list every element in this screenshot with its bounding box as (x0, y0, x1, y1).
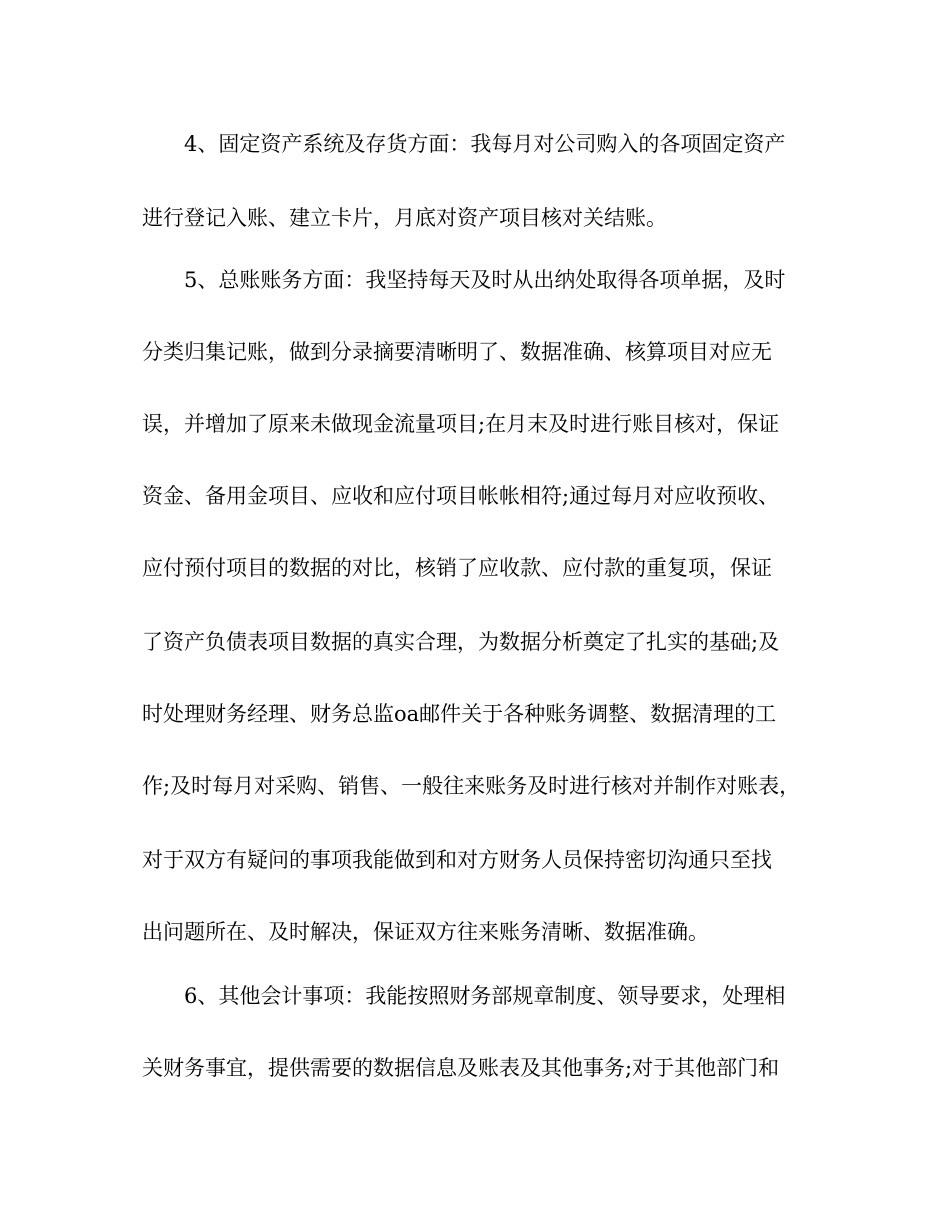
paragraph-5-line-2: 分类归集记账，做到分录摘要清晰明了、数据准确、核算项目对应无 (142, 340, 772, 364)
paragraph-5-line-10: 出问题所在、及时解决，保证双方往来账务清晰、数据准确。 (142, 920, 709, 944)
paragraph-5-line-3: 误，并增加了原来未做现金流量项目;在月末及时进行账目核对，保证 (142, 412, 780, 436)
paragraph-4-line-1: 4、固定资产系统及存货方面：我每月对公司购入的各项固定资产 (184, 132, 786, 156)
paragraph-5-line-4: 资金、备用金项目、应收和应付项目帐帐相符;通过每月对应收预收、 (142, 484, 780, 508)
paragraph-5-line-1: 5、总账账务方面：我坚持每天及时从出纳处取得各项单据，及时 (184, 268, 786, 292)
paragraph-6-line-2: 关财务事宜，提供需要的数据信息及账表及其他事务;对于其他部门和 (142, 1056, 780, 1080)
paragraph-5-line-5: 应付预付项目的数据的对比，核销了应收款、应付款的重复项，保证 (142, 556, 772, 580)
paragraph-5-line-6: 了资产负债表项目数据的真实合理，为数据分析奠定了扎实的基础;及 (142, 630, 780, 654)
paragraph-5-line-7: 时处理财务经理、财务总监oa邮件关于各种账务调整、数据清理的工 (142, 702, 777, 726)
paragraph-5-line-9: 对于双方有疑问的事项我能做到和对方财务人员保持密切沟通只至找 (142, 848, 772, 872)
paragraph-4-line-2: 进行登记入账、建立卡片，月底对资产项目核对关结账。 (142, 206, 667, 230)
paragraph-5-line-8: 作;及时每月对采购、销售、一般往来账务及时进行核对并制作对账表， (142, 774, 801, 798)
paragraph-6-line-1: 6、其他会计事项：我能按照财务部规章制度、领导要求，处理相 (184, 984, 786, 1008)
